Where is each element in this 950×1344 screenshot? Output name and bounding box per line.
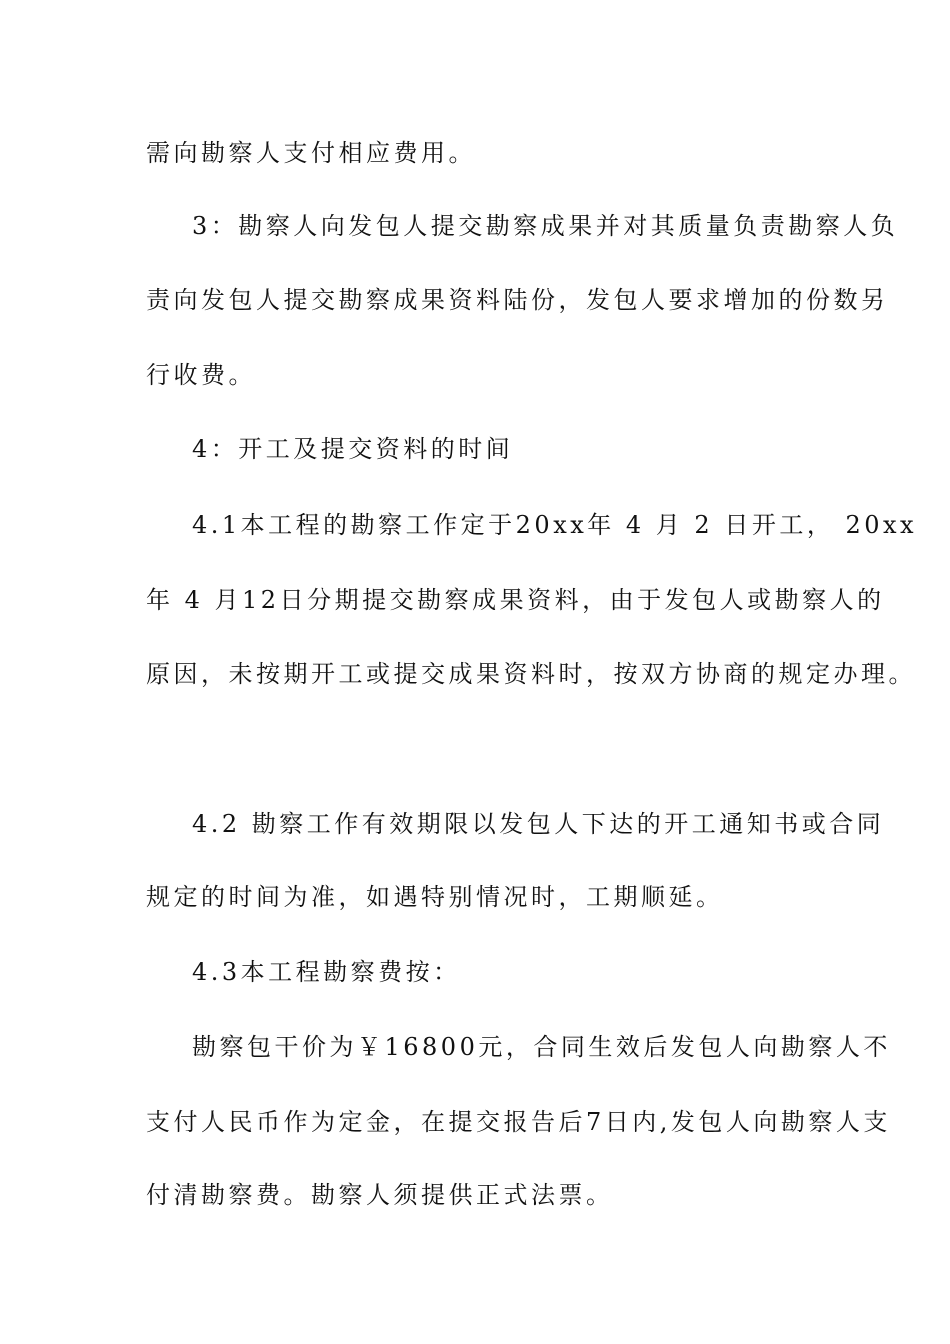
section-heading: 4：开工及提交资料的时间 xyxy=(192,435,514,463)
paragraph-line: 3：勘察人向发包人提交勘察成果并对其质量负责勘察人负 xyxy=(192,212,899,240)
paragraph-line: 需向勘察人支付相应费用。 xyxy=(146,139,476,167)
paragraph-line: 勘察包干价为￥16800元，合同生效后发包人向勘察人不 xyxy=(192,1033,891,1061)
paragraph-line: 行收费。 xyxy=(146,361,256,389)
paragraph-line: 原因，未按期开工或提交成果资料时，按双方协商的规定办理。 xyxy=(146,660,916,688)
paragraph-line: 规定的时间为准，如遇特别情况时，工期顺延。 xyxy=(146,883,724,911)
paragraph-line: 4.1本工程的勘察工作定于20xx年 4 月 2 日开工， 20xx xyxy=(192,511,918,539)
paragraph-line: 支付人民币作为定金，在提交报告后7日内,发包人向勘察人支 xyxy=(146,1108,891,1136)
paragraph-line: 责向发包人提交勘察成果资料陆份，发包人要求增加的份数另 xyxy=(146,286,889,314)
paragraph-line: 年 4 月12日分期提交勘察成果资料，由于发包人或勘察人的 xyxy=(146,586,885,614)
paragraph-line: 4.2 勘察工作有效期限以发包人下达的开工通知书或合同 xyxy=(192,810,885,838)
paragraph-line: 付清勘察费。勘察人须提供正式法票。 xyxy=(146,1181,614,1209)
paragraph-line: 4.3本工程勘察费按： xyxy=(192,958,461,986)
